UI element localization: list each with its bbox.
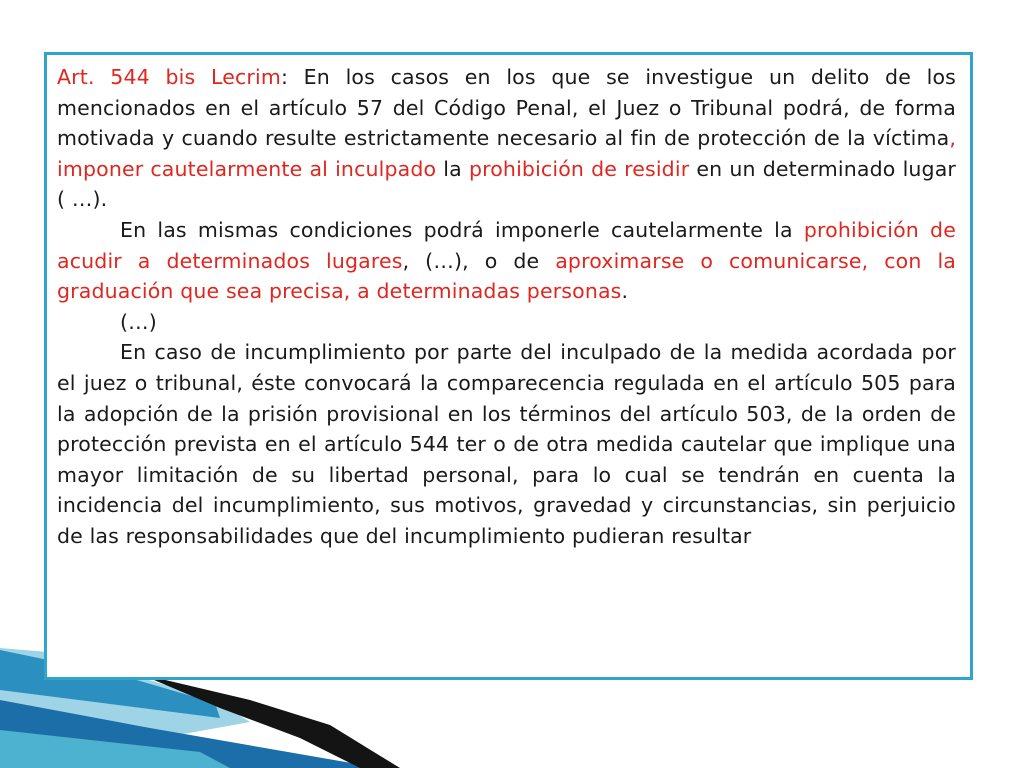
paragraph-same-conditions xyxy=(57,215,956,307)
text-run: : En los casos en los que se investigue un delito de los mencionados en el artículo 57 del Código Penal, el Juez o Tribunal podrá, de forma motivada y cuando resulte estrictamente necesario al fin de protección de la víctima xyxy=(57,65,957,151)
text-run: la xyxy=(436,156,469,181)
text-run: (…) xyxy=(120,309,157,334)
text-run: en un determinado lugar ( …). xyxy=(57,156,957,212)
highlight-impose-measure: , imponer cautelarmente al inculpado xyxy=(57,126,956,181)
article-reference: Art. 544 bis Lecrim xyxy=(57,65,281,89)
text-run: En las mismas condiciones podrá imponerle cautelarmente la xyxy=(120,217,804,242)
text-run: , (…), o de xyxy=(402,248,556,273)
highlight-residence-ban: prohibición de residir xyxy=(468,156,690,181)
paragraph-breach xyxy=(57,337,956,551)
highlight-place-ban: prohibición de acudir a determinados lugares xyxy=(57,217,956,273)
text-run: En caso de incumplimiento por parte del inculpado de la medida acordada por el juez o tribunal, éste convocará la comparecencia regulada en el artículo 505 para la adopción de la prisión provisional en los términos del artículo 503, de la orden de protección prevista en el artículo 544 ter o de otra medida cautelar que implique una mayor limitación de su libertad personal, para lo cual se tendrán en cuenta la incidencia del incumplimiento, sus motivos, gravedad y circunstancias, sin perjuicio de las responsabilidades que del incumplimiento pudieran resultar xyxy=(57,340,956,548)
legal-text-box xyxy=(44,52,973,680)
paragraph-ellipsis xyxy=(57,307,956,338)
text-run: . xyxy=(621,279,629,304)
highlight-approach-ban: aproximarse o comunicarse, con la graduación que sea precisa, a determinadas personas xyxy=(57,248,956,304)
paragraph-article-544-bis xyxy=(57,62,956,215)
